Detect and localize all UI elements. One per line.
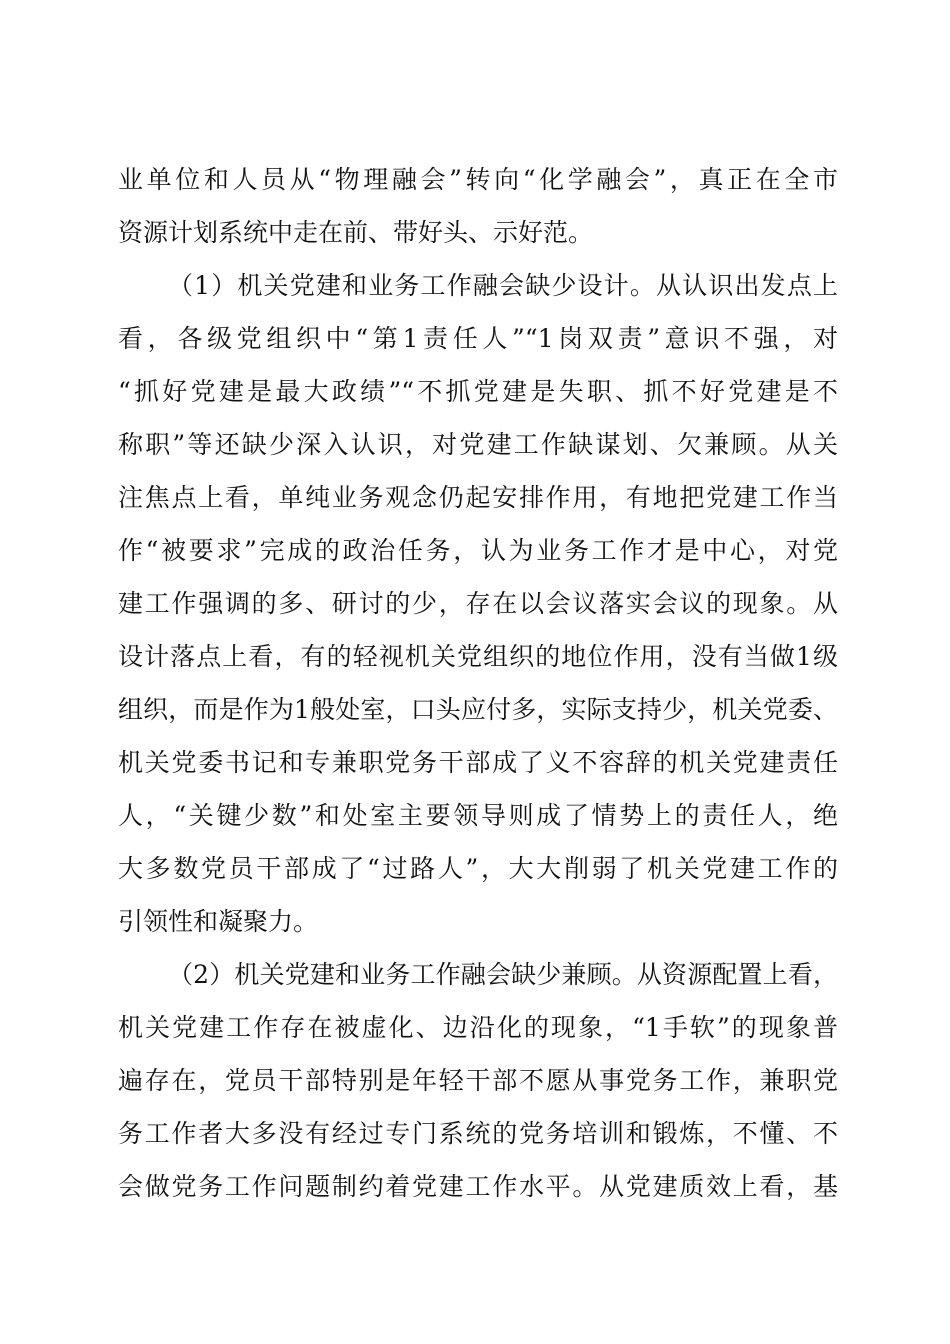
text-line-15: 引领性和凝聚力。	[118, 907, 319, 936]
text-line-8: 作“被要求”完成的政治任务，认为业务工作才是中心，对党	[118, 536, 838, 565]
text-line-19: 务工作者大多没有经过专门系统的党务培训和锻炼，不懂、不	[118, 1119, 838, 1148]
text-line-11: 组织，而是作为1般处室，口头应付多，实际支持少，机关党委、	[118, 695, 838, 724]
text-line-1: 业单位和人员从“物理融会”转向“化学融会”，真正在全市	[118, 165, 838, 194]
text-line-4: 看，各级党组织中“第1责任人”“1岗双责”意识不强，对	[118, 324, 838, 353]
text-line-2: 资源计划系统中走在前、带好头、示好范。	[118, 218, 594, 247]
text-line-12: 机关党委书记和专兼职党务干部成了义不容辞的机关党建责任	[118, 748, 838, 777]
text-line-9: 建工作强调的多、研讨的少，存在以会议落实会议的现象。从	[118, 589, 838, 618]
text-line-13: 人，“关键少数”和处室主要领导则成了情势上的责任人，绝	[118, 801, 838, 830]
text-line-6: 称职”等还缺少深入认识，对党建工作缺谋划、欠兼顾。从关	[118, 430, 838, 459]
text-line-10: 设计落点上看，有的轻视机关党组织的地位作用，没有当做1级	[118, 642, 838, 671]
text-line-20: 会做党务工作问题制约着党建工作水平。从党建质效上看，基	[118, 1172, 838, 1201]
text-line-14: 大多数党员干部成了“过路人”，大大削弱了机关党建工作的	[118, 854, 838, 883]
paragraph-2-first-line: （2）机关党建和业务工作融会缺少兼顾。从资源配置上看，	[168, 960, 838, 989]
text-line-17: 机关党建工作存在被虚化、边沿化的现象，“1手软”的现象普	[118, 1013, 838, 1042]
paragraph-1-first-line: （1）机关党建和业务工作融会缺少设计。从认识出发点上	[168, 271, 838, 300]
text-line-7: 注焦点上看，单纯业务观念仍起安排作用，有地把党建工作当	[118, 483, 838, 512]
text-line-18: 遍存在，党员干部特别是年轻干部不愿从事党务工作，兼职党	[118, 1066, 838, 1095]
text-line-5: “抓好党建是最大政绩”“不抓党建是失职、抓不好党建是不	[118, 377, 838, 406]
